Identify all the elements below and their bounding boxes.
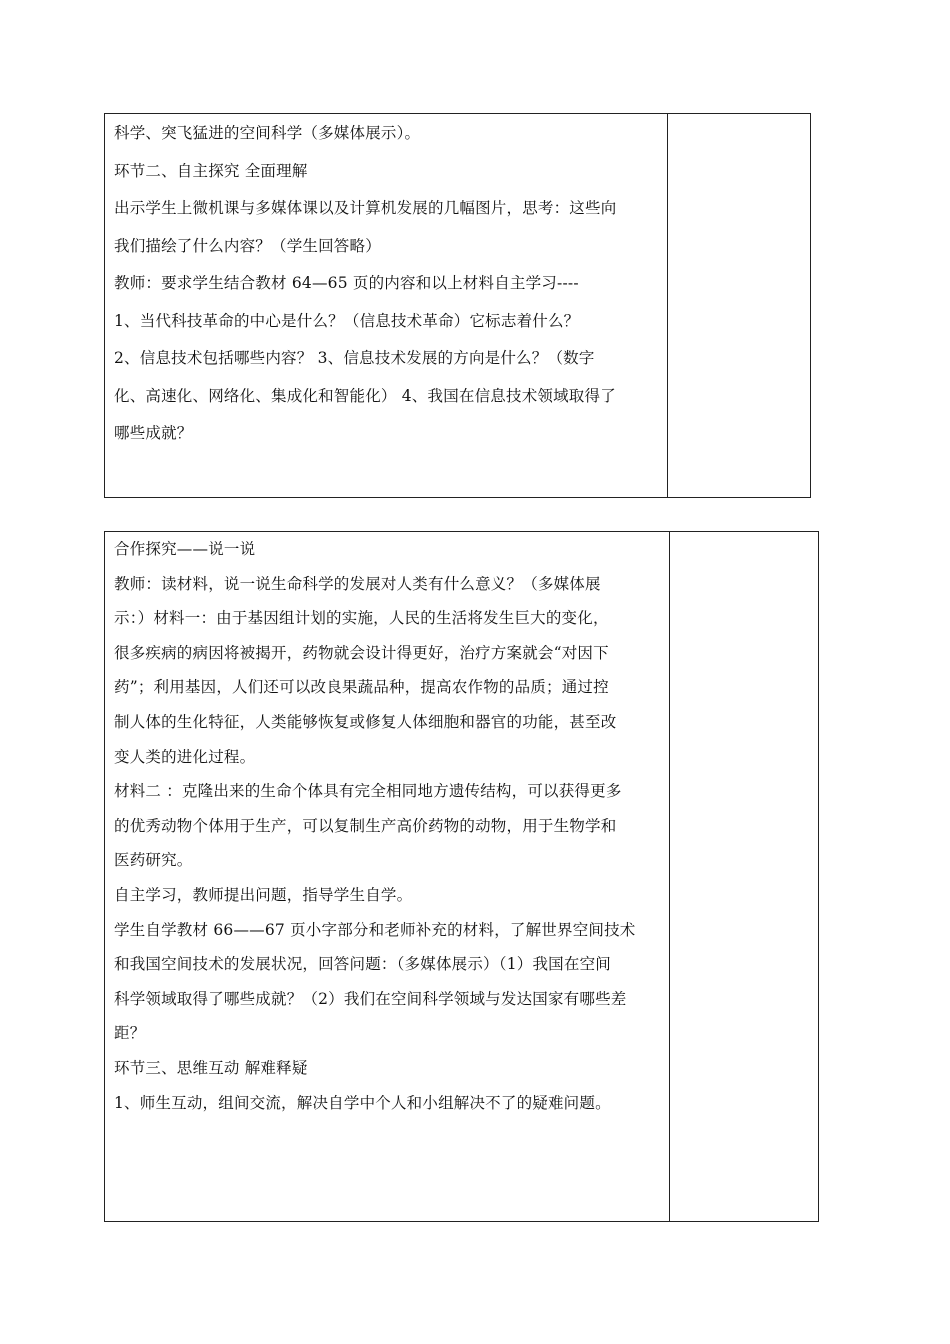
text-line: 出示学生上微机课与多媒体课以及计算机发展的几幅图片，思考：这些向 xyxy=(114,199,617,217)
text-line: 医药研究。 xyxy=(114,851,193,870)
text-line: 自主学习，教师提出问题，指导学生自学。 xyxy=(114,885,413,904)
section-heading: 环节二、自主探究 全面理解 xyxy=(114,161,308,180)
text-line: 教师：要求学生结合教材 64—65 页的内容和以上材料自主学习---- xyxy=(114,274,579,292)
lesson-table-1 xyxy=(104,113,811,498)
notes-cell xyxy=(670,532,818,1221)
notes-cell xyxy=(668,114,810,497)
text-line: 我们描绘了什么内容？（学生回答略） xyxy=(114,236,381,255)
text-line: 很多疾病的病因将被揭开，药物就会设计得更好，治疗方案就会“对因下 xyxy=(114,643,609,662)
text-line: 科学领域取得了哪些成就？（2）我们在空间科学领域与发达国家有哪些差 xyxy=(114,989,627,1008)
text-line: 教师：读材料，说一说生命科学的发展对人类有什么意义？（多媒体展 xyxy=(114,574,601,593)
text-line: 学生自学教材 66——67 页小字部分和老师补充的材料，了解世界空间技术 xyxy=(114,920,636,939)
text-line: 制人体的生化特征，人类能够恢复或修复人体细胞和器官的功能，甚至改 xyxy=(114,712,617,731)
content-cell xyxy=(105,114,668,497)
text-line: 化、高速化、网络化、集成化和智能化） 4、我国在信息技术领域取得了 xyxy=(114,386,616,405)
text-line: 2、信息技术包括哪些内容？ 3、信息技术发展的方向是什么？（数字 xyxy=(114,349,595,367)
section-heading: 环节三、思维互动 解难释疑 xyxy=(114,1058,308,1077)
text-line: 1、当代科技革命的中心是什么？（信息技术革命）它标志着什么？ xyxy=(114,311,580,330)
text-line: 药”；利用基因，人们还可以改良果蔬品种，提高农作物的品质；通过控 xyxy=(114,678,609,697)
text-line: 示：）材料一：由于基因组计划的实施，人民的生活将发生巨大的变化， xyxy=(114,609,609,628)
text-line: 哪些成就？ xyxy=(114,424,193,442)
text-line: 距？ xyxy=(114,1024,146,1043)
text-line: 1、师生互动，组间交流，解决自学中个人和小组解决不了的疑难问题。 xyxy=(114,1093,611,1112)
text-line: 变人类的进化过程。 xyxy=(114,747,256,766)
section-heading: 合作探究——说一说 xyxy=(114,540,256,558)
text-line: 和我国空间技术的发展状况，回答问题：（多媒体展示）（1）我国在空间 xyxy=(114,955,611,974)
text-line: 的优秀动物个体用于生产，可以复制生产高价药物的动物，用于生物学和 xyxy=(114,816,617,835)
content-cell xyxy=(105,532,670,1221)
text-line: 科学、突飞猛进的空间科学（多媒体展示）。 xyxy=(114,124,421,142)
text-line: 材料二 ：克隆出来的生命个体具有完全相同地方遗传结构，可以获得更多 xyxy=(114,782,622,801)
lesson-table-2 xyxy=(104,531,819,1222)
